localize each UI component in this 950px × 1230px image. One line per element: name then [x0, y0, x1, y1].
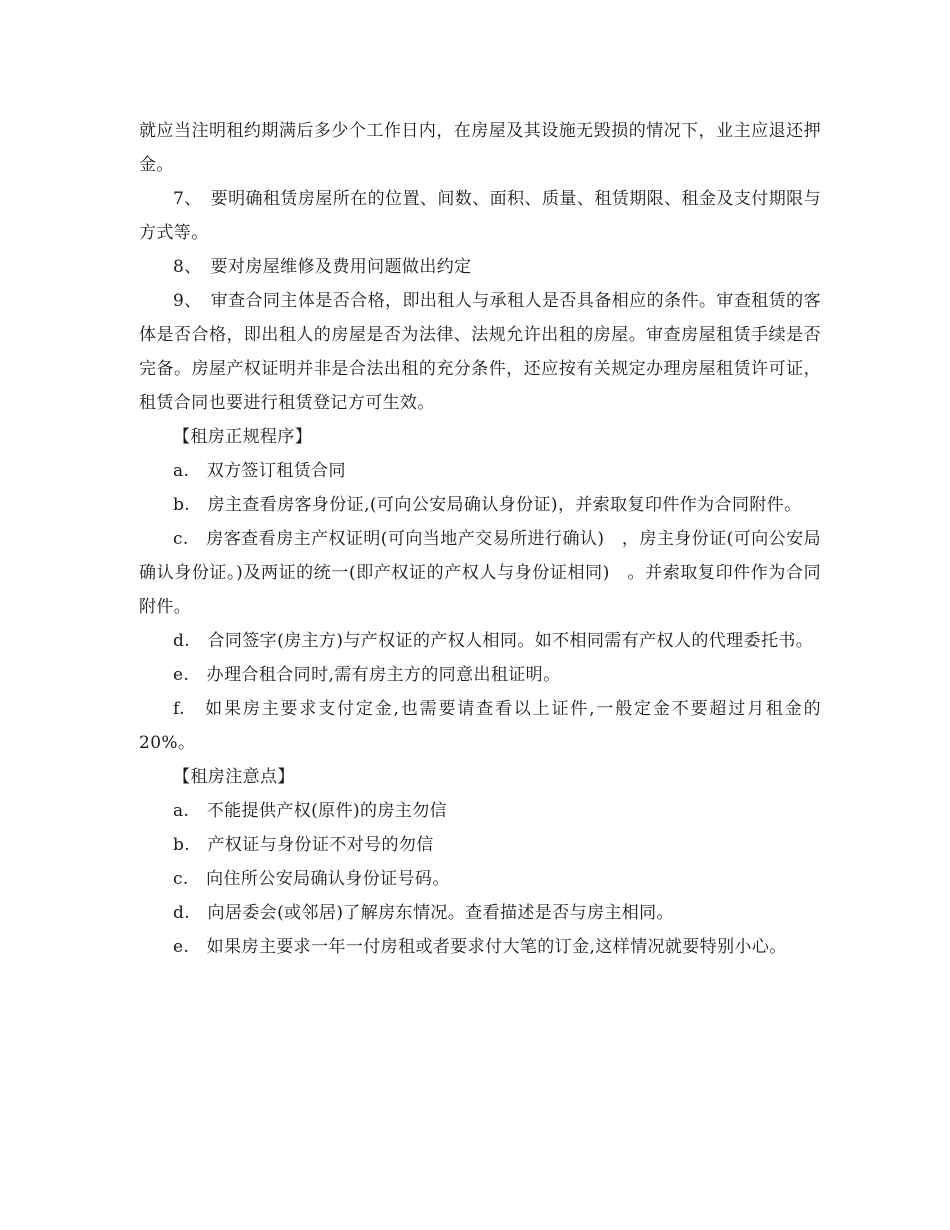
- notes-item-e: e. 如果房主要求一年一付房租或者要求付大笔的订金,这样情况就要特别小心。: [173, 937, 787, 957]
- procedure-item-e: e. 办理合租合同时,需有房主方的同意出租证明。: [173, 665, 561, 685]
- procedure-item-d: d. 合同签字(房主方)与产权证的产权人相同。如不相同需有产权人的代理委托书。: [173, 631, 814, 651]
- notes-item-c: c. 向住所公安局确认身份证号码。: [173, 869, 450, 889]
- procedure-item-f: f. 如果房主要求支付定金,也需要请查看以上证件,一般定金不要超过月租金的 20%。: [139, 699, 821, 753]
- procedure-item-c: c. 房客查看房主产权证明(可向当地产交易所进行确认) ，房主身份证(可向公安局确认身份证。)及两证的统一(即产权证的产权人与身份证相同) 。并索取复印件作为合同附件。: [139, 529, 821, 617]
- procedure-item-b: b. 房主查看房客身份证,(可向公安局确认身份证)，并索取复印件作为合同附件。: [173, 495, 802, 515]
- notes-item-b: b. 产权证与身份证不对号的勿信: [173, 835, 434, 855]
- notes-item-d: d. 向居委会(或邻居)了解房东情况。查看描述是否与房主相同。: [173, 903, 674, 923]
- notes-item-a: a. 不能提供产权(原件)的房主勿信: [173, 801, 448, 821]
- document-page: [139, 114, 821, 964]
- section-heading-procedure: 【租房正规程序】: [173, 427, 313, 447]
- paragraph-item-9: 9、 审查合同主体是否合格，即出租人与承租人是否具备相应的条件。审查租赁的客体是否合格，即出租人的房屋是否为法律、法规允许出租的房屋。审查房屋租赁手续是否完备。房屋产权证明并非是合法出租的充分条件，还应按有关规定办理房屋租赁许可证，租赁合同也要进行租赁登记方可生效。: [139, 291, 821, 413]
- paragraph-continuation: 就应当注明租约期满后多少个工作日内，在房屋及其设施无毁损的情况下，业主应退还押金。: [139, 121, 821, 175]
- section-heading-notes: 【租房注意点】: [173, 767, 295, 787]
- paragraph-item-8: 8、 要对房屋维修及费用问题做出约定: [173, 257, 472, 277]
- paragraph-item-7: 7、 要明确租赁房屋所在的位置、间数、面积、质量、租赁期限、租金及支付期限与方式等。: [139, 189, 821, 243]
- procedure-item-a: a. 双方签订租赁合同: [173, 461, 346, 481]
